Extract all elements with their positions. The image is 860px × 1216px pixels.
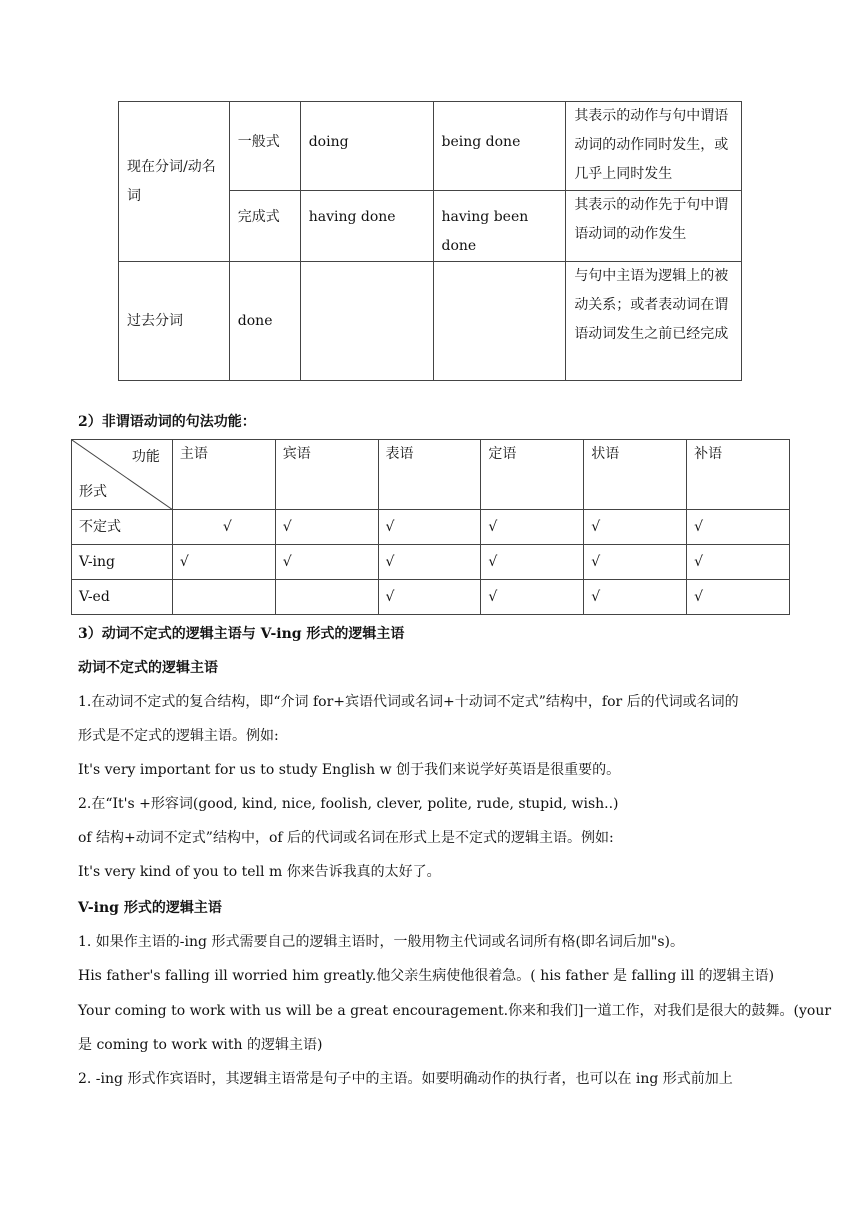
check-cell: √	[172, 510, 275, 545]
form-cell: done	[229, 262, 300, 381]
passive-cell: being done	[433, 102, 566, 191]
form-cell: 完成式	[229, 191, 300, 262]
example-1: It's very important for us to study English w 创于我们来说学好英语是很重要的。	[78, 762, 621, 778]
group-cell: 过去分词	[119, 262, 230, 381]
row-label: V-ed	[72, 580, 173, 615]
example-3: His father's falling ill worried him greatly.他父亲生病使他很着急。( his father 是 falling ill 的逻辑主语)	[78, 968, 775, 984]
paragraph-3: 1. 如果作主语的-ing 形式需要自己的逻辑主语时，一般用物主代词或名词所有格(即名词后加"s)。	[78, 934, 684, 950]
subheading-infinitive: 动词不定式的逻辑主语	[78, 660, 218, 676]
check-cell	[172, 580, 275, 615]
participle-forms-table	[118, 101, 742, 381]
table-row	[119, 102, 742, 191]
check-cell: √	[275, 510, 378, 545]
example-4-line-1: Your coming to work with us will be a great encouragement.你来和我们]一道工作，对我们是很大的鼓舞。(your	[78, 1003, 832, 1019]
table-header-row	[72, 440, 790, 510]
check-cell: √	[481, 580, 584, 615]
check-cell: √	[687, 510, 790, 545]
passive-cell: having been done	[433, 191, 566, 262]
section-2-heading: 2）非谓语动词的句法功能：	[78, 414, 256, 430]
table-row	[72, 510, 790, 545]
check-cell: √	[481, 545, 584, 580]
active-cell	[300, 262, 433, 381]
paragraph-2-line-2: of 结构+动词不定式”结构中，of 后的代词或名词在形式上是不定式的逻辑主语。例如:	[78, 830, 614, 846]
passive-cell	[433, 262, 566, 381]
form-cell: 一般式	[229, 102, 300, 191]
table-row	[72, 580, 790, 615]
table-row	[119, 262, 742, 381]
subheading-ving: V-ing 形式的逻辑主语	[78, 900, 222, 916]
active-cell: doing	[300, 102, 433, 191]
diagonal-header-cell	[72, 440, 173, 510]
corner-function-label: 功能	[131, 449, 160, 465]
check-cell: √	[172, 545, 275, 580]
column-header: 定语	[481, 440, 584, 510]
check-cell	[275, 580, 378, 615]
check-cell: √	[378, 580, 481, 615]
paragraph-1-line-1: 1.在动词不定式的复合结构，即“介词 for+宾语代词或名词+十动词不定式”结构中，for 后的代词或名词的	[78, 694, 739, 710]
check-cell: √	[481, 510, 584, 545]
row-label: V-ing	[72, 545, 173, 580]
check-cell: √	[687, 580, 790, 615]
check-cell: √	[584, 510, 687, 545]
active-cell: having done	[300, 191, 433, 262]
paragraph-4: 2. -ing 形式作宾语时，其逻辑主语常是句子中的主语。如要明确动作的执行者，也可以在 ing 形式前加上	[78, 1071, 733, 1087]
check-cell: √	[378, 510, 481, 545]
check-cell: √	[378, 545, 481, 580]
desc-cell: 其表示的动作与句中谓语动词的动作同时发生，或几乎上同时发生	[566, 102, 742, 191]
column-header: 表语	[378, 440, 481, 510]
section-3-heading: 3）动词不定式的逻辑主语与 V-ing 形式的逻辑主语	[78, 626, 405, 642]
check-cell: √	[687, 545, 790, 580]
desc-cell: 其表示的动作先于句中谓语动词的动作发生	[566, 191, 742, 262]
syntax-function-table	[71, 439, 790, 615]
desc-cell: 与句中主语为逻辑上的被动关系；或者表动词在谓语动词发生之前已经完成	[566, 262, 742, 381]
paragraph-1-line-2: 形式是不定式的逻辑主语。例如:	[78, 728, 279, 744]
corner-form-label: 形式	[79, 484, 107, 500]
check-cell: √	[584, 545, 687, 580]
check-cell: √	[584, 580, 687, 615]
column-header: 状语	[584, 440, 687, 510]
example-2: It's very kind of you to tell m 你来告诉我真的太好了。	[78, 864, 441, 880]
paragraph-2-line-1: 2.在“It's +形容词(good, kind, nice, foolish, clever, polite, rude, stupid, wish..)	[78, 796, 619, 812]
check-cell: √	[275, 545, 378, 580]
table-row	[72, 545, 790, 580]
column-header: 主语	[172, 440, 275, 510]
example-4-line-2: 是 coming to work with 的逻辑主语)	[78, 1037, 323, 1053]
group-cell: 现在分词/动名词	[119, 102, 230, 262]
column-header: 宾语	[275, 440, 378, 510]
row-label: 不定式	[72, 510, 173, 545]
column-header: 补语	[687, 440, 790, 510]
